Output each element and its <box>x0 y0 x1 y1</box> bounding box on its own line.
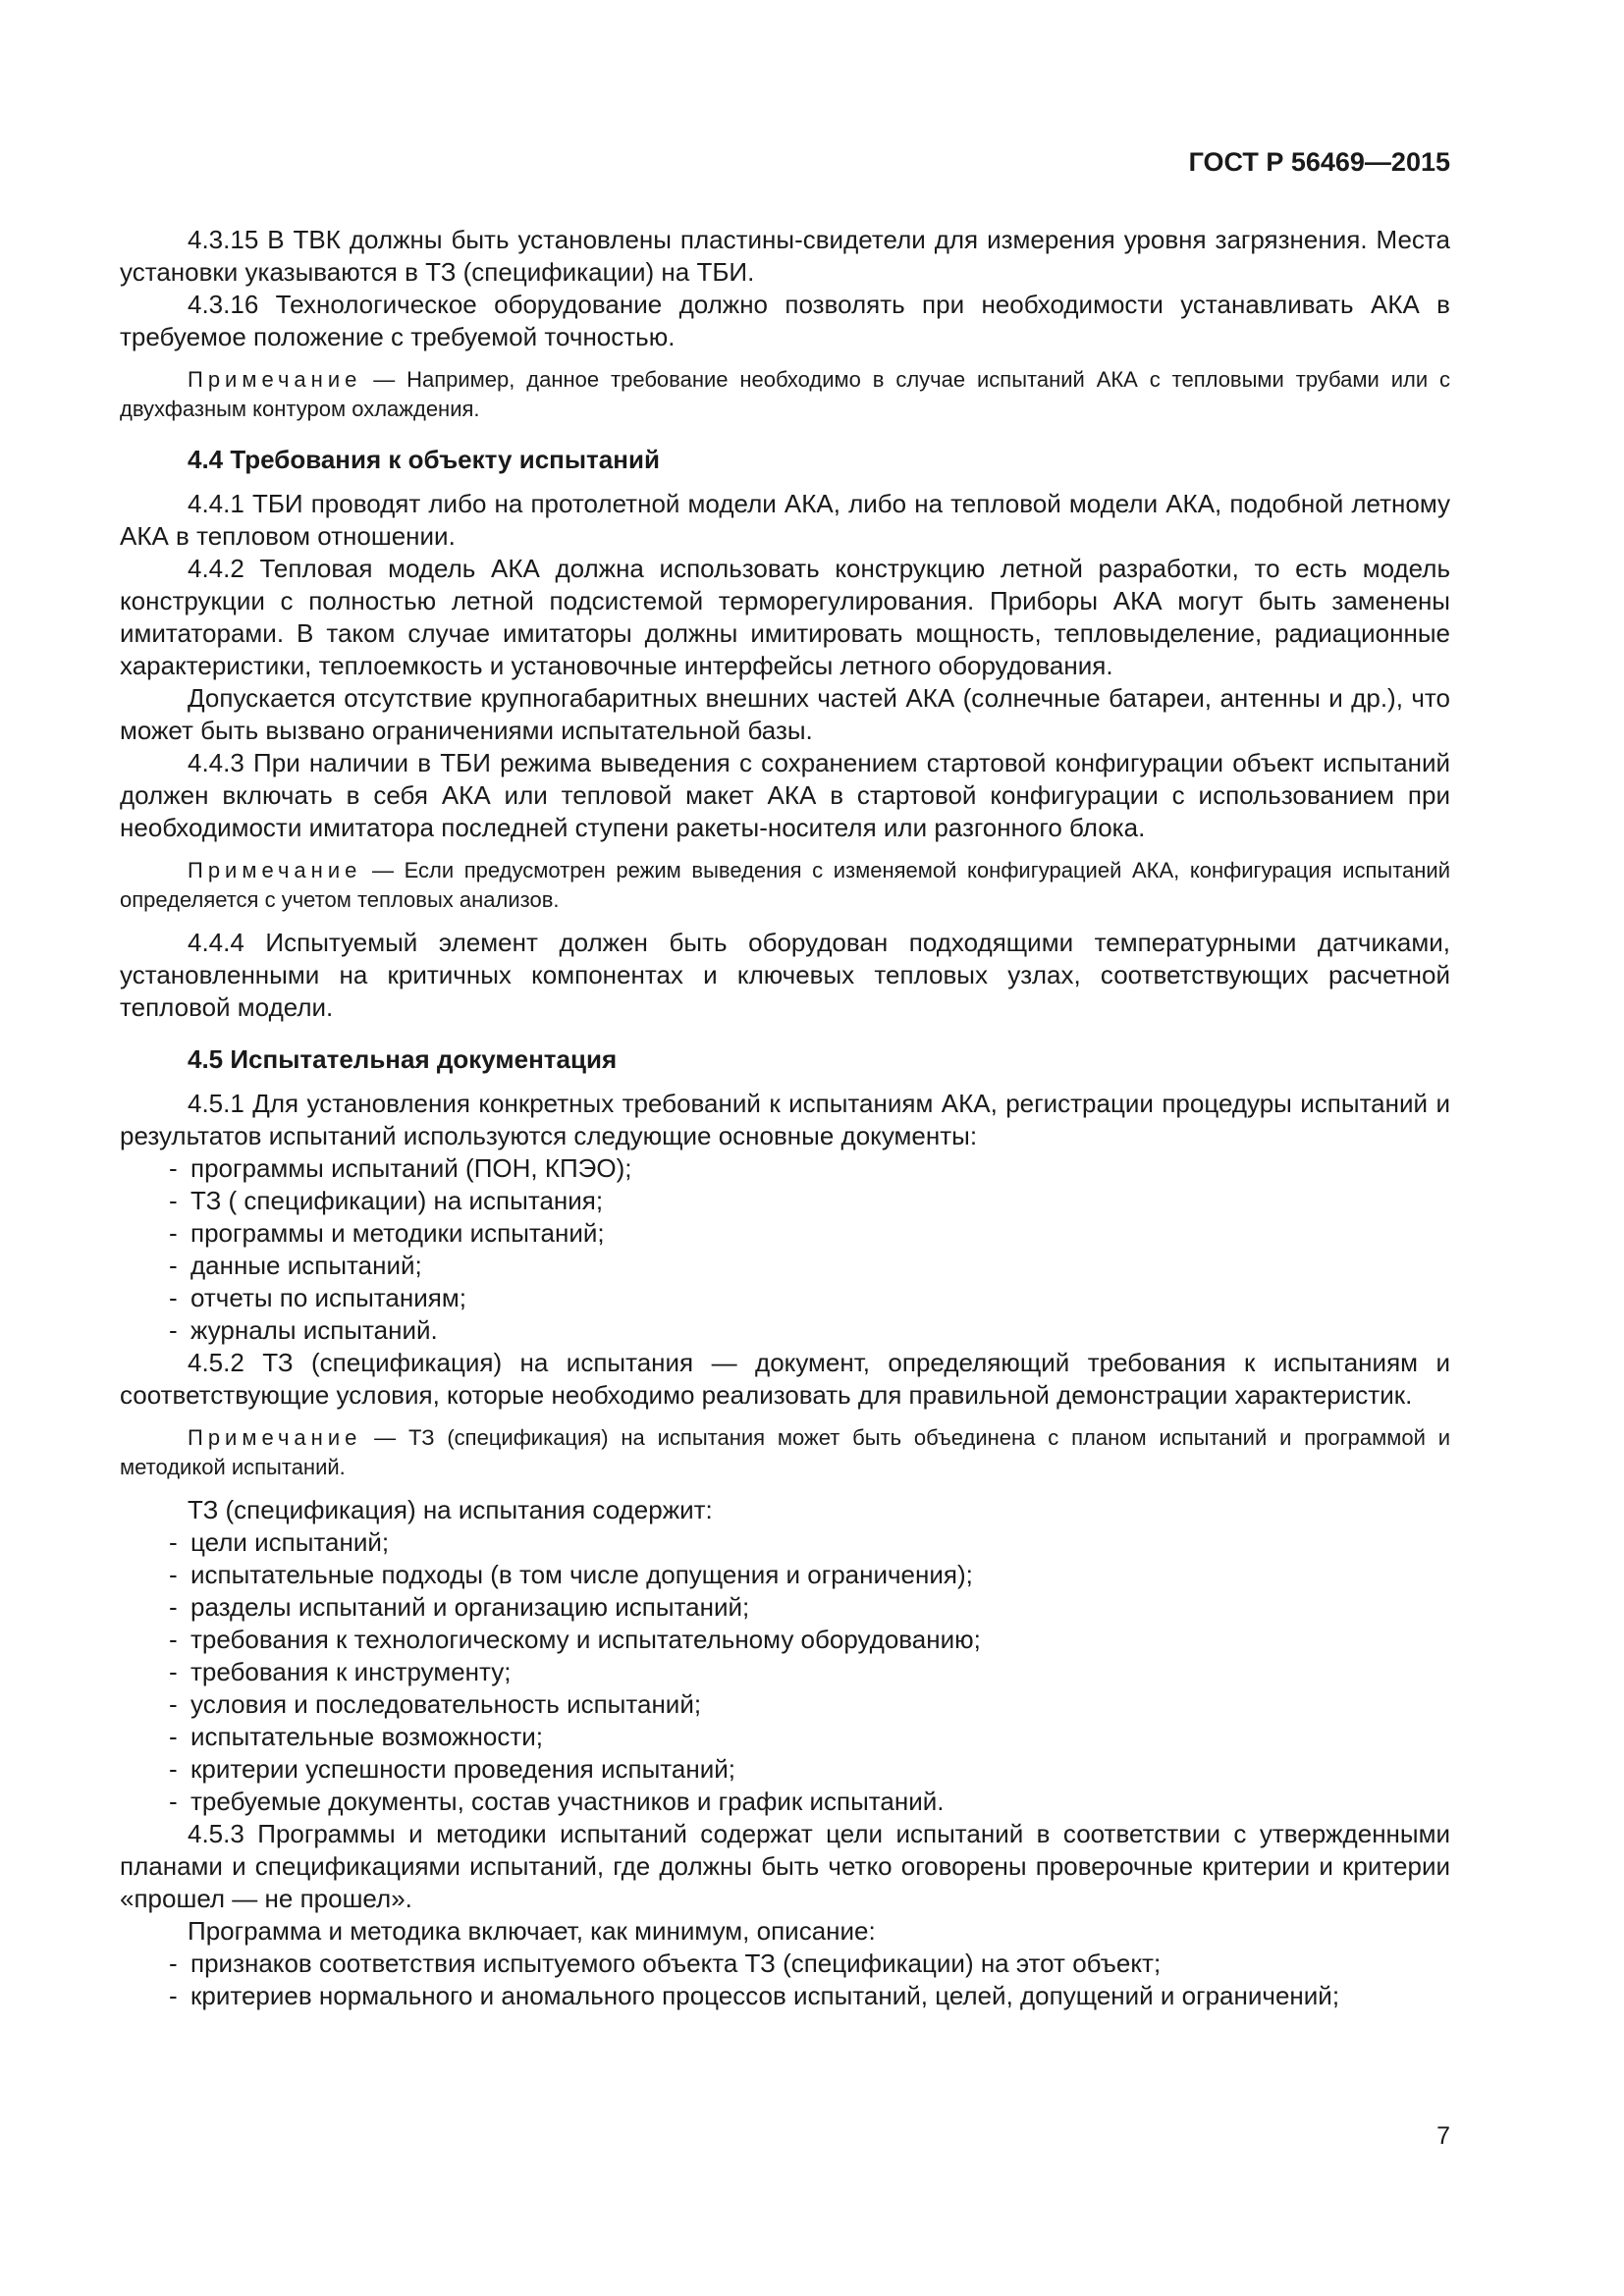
program-contents-intro: Программа и методика включает, как минимум, описание: <box>188 1916 876 1946</box>
program-contents-list <box>120 1948 1450 2012</box>
note-label: Примечание <box>188 858 362 882</box>
paragraph-4-3-16: 4.3.16 Технологическое оборудование должно позволять при необходимости устанавливать АКА в требуемое положение с требуемой точностью. <box>120 290 1450 351</box>
list-item: - цели испытаний; <box>169 1526 1450 1559</box>
paragraph-4-4-1: 4.4.1 ТБИ проводят либо на протолетной модели АКА, либо на тепловой модели АКА, подобной летному АКА в тепловом отношении. <box>120 489 1450 551</box>
paragraph-4-5-3: 4.5.3 Программы и методики испытаний содержат цели испытаний в соответствии с утвержденными планами и спецификациями испытаний, где должны быть четко оговорены проверочные критерии и критерии «прошел — не прошел». <box>120 1819 1450 1913</box>
note-text: — ТЗ (спецификация) на испытания может быть объединена с планом испытаний и программой и методикой испытаний. <box>120 1425 1450 1479</box>
note-4-5-2 <box>120 1423 1450 1482</box>
spec-contents-intro: ТЗ (спецификация) на испытания содержит: <box>188 1495 713 1524</box>
note-text: — Например, данное требование необходимо в случае испытаний АКА с тепловыми трубами или с двухфазным контуром охлаждения. <box>120 367 1450 421</box>
paragraph-4-5-1: 4.5.1 Для установления конкретных требований к испытаниям АКА, регистрации процедуры испытаний и результатов испытаний используются следующие основные документы: <box>120 1089 1450 1150</box>
list-item: - требования к технологическому и испытательному оборудованию; <box>169 1624 1450 1656</box>
list-item: - критерии успешности проведения испытаний; <box>169 1753 1450 1786</box>
paragraph-4-5-2: 4.5.2 ТЗ (спецификация) на испытания — документ, определяющий требования к испытаниям и соответствующие условия, которые необходимо реализовать для правильной демонстрации характеристик. <box>120 1348 1450 1410</box>
note-label: Примечание <box>188 1425 362 1450</box>
note-text: — Если предусмотрен режим выведения с изменяемой конфигурацией АКА, конфигурация испытаний определяется с учетом тепловых анализов. <box>120 858 1450 912</box>
paragraph-4-3-15: 4.3.15 В ТВК должны быть установлены пластины-свидетели для измерения уровня загрязнения. Места установки указываются в ТЗ (спецификации) на ТБИ. <box>120 225 1450 287</box>
list-item: - требования к инструменту; <box>169 1656 1450 1688</box>
list-item: - условия и последовательность испытаний; <box>169 1688 1450 1721</box>
list-item: - требуемые документы, состав участников и график испытаний. <box>169 1786 1450 1818</box>
list-item: - ТЗ ( спецификации) на испытания; <box>169 1185 1450 1217</box>
list-item: - отчеты по испытаниям; <box>169 1282 1450 1314</box>
note-4-3-16 <box>120 365 1450 424</box>
list-item: - журналы испытаний. <box>169 1314 1450 1347</box>
list-item: - программы испытаний (ПОН, КПЭО); <box>169 1152 1450 1185</box>
paragraph-4-4-4: 4.4.4 Испытуемый элемент должен быть оборудован подходящими температурными датчиками, установленными на критичных компонентах и ключевых тепловых узлах, соответствующих расчетной тепловой модели. <box>120 928 1450 1022</box>
list-item: - разделы испытаний и организацию испытаний; <box>169 1591 1450 1624</box>
list-item: - испытательные возможности; <box>169 1721 1450 1753</box>
page-number: 7 <box>1436 2122 1450 2150</box>
paragraph-4-4-3: 4.4.3 При наличии в ТБИ режима выведения с сохранением стартовой конфигурации объект испытаний должен включать в себя АКА или тепловой макет АКА в стартовой конфигурации с использованием при необходимости имитатора последней ступени ракеты-носителя или разгонного блока. <box>120 748 1450 842</box>
paragraph-4-4-2-continued: Допускается отсутствие крупногабаритных внешних частей АКА (солнечные батареи, антенны и др.), что может быть вызвано ограничениями испытательной базы. <box>120 683 1450 745</box>
list-item: - критериев нормального и аномального процессов испытаний, целей, допущений и ограничений; <box>169 1980 1450 2012</box>
list-item: - испытательные подходы (в том числе допущения и ограничения); <box>169 1559 1450 1591</box>
spec-contents-list <box>120 1526 1450 1818</box>
page-content <box>120 224 1450 2012</box>
paragraph-4-4-2: 4.4.2 Тепловая модель АКА должна использовать конструкцию летной разработки, то есть модель конструкции с полностью летной подсистемой терморегулирования. Приборы АКА могут быть заменены имитаторами. В таком случае имитаторы должны имитировать мощность, тепловыделение, радиационные характеристики, теплоемкость и установочные интерфейсы летного оборудования. <box>120 554 1450 680</box>
note-4-4-3 <box>120 856 1450 915</box>
list-item: - признаков соответствия испытуемого объекта ТЗ (спецификации) на этот объект; <box>169 1948 1450 1980</box>
document-code-header: ГОСТ Р 56469—2015 <box>1188 147 1450 177</box>
list-item: - программы и методики испытаний; <box>169 1217 1450 1250</box>
documents-list <box>120 1152 1450 1347</box>
note-label: Примечание <box>188 367 362 392</box>
list-item: - данные испытаний; <box>169 1250 1450 1282</box>
section-heading-4-5: 4.5 Испытательная документация <box>188 1044 618 1074</box>
section-heading-4-4: 4.4 Требования к объекту испытаний <box>188 445 660 474</box>
